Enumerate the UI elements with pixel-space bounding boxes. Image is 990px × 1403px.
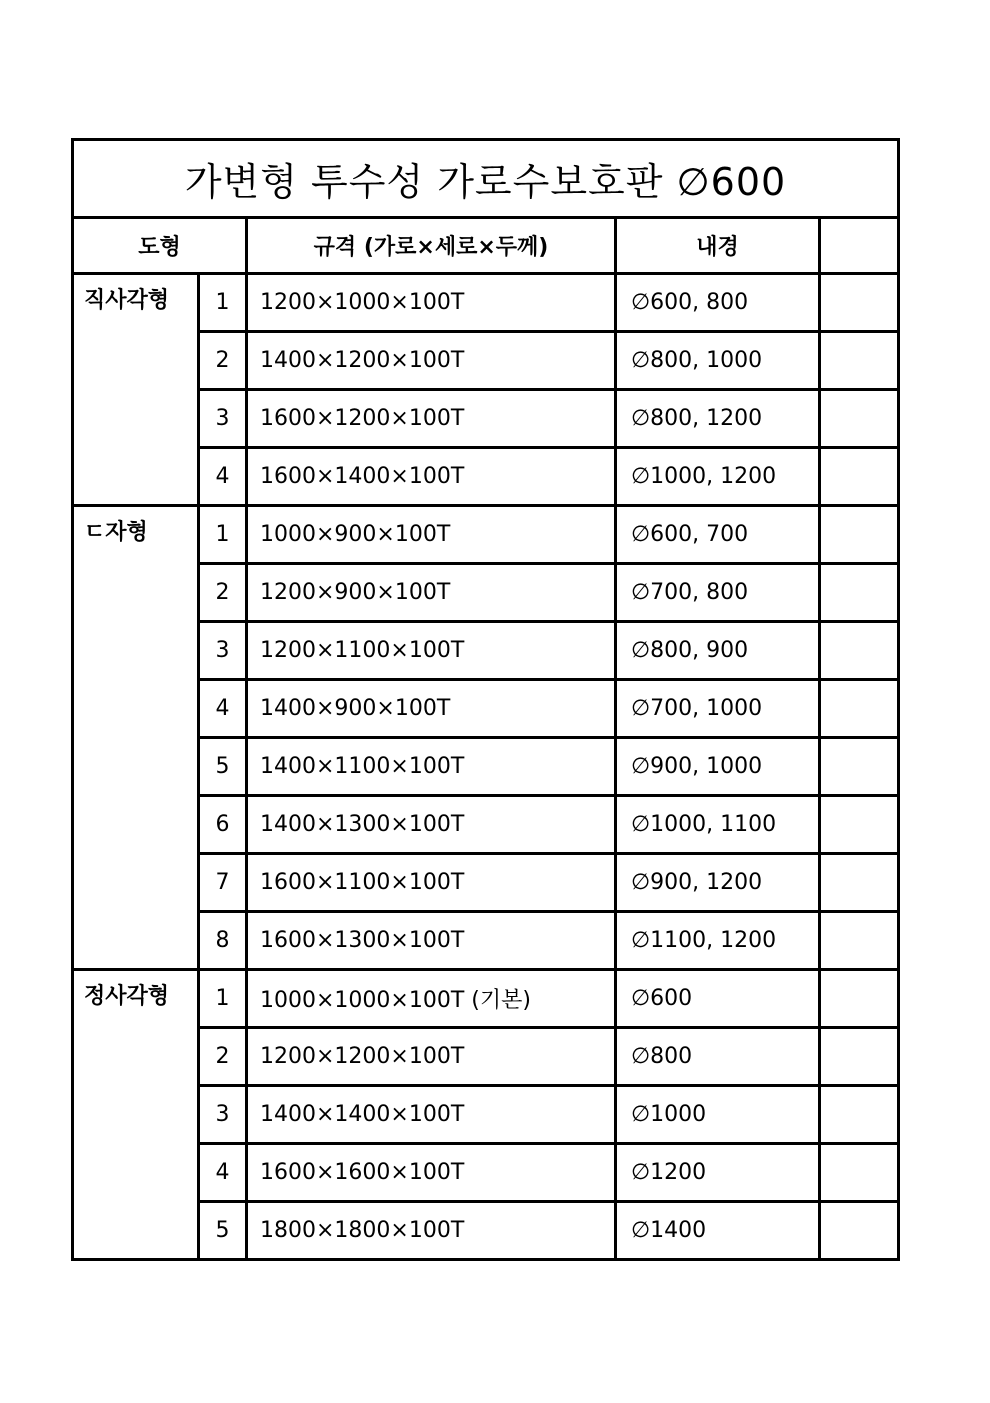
inner-diameter-value: ∅1400 [616,1202,820,1260]
extra-cell [820,1202,899,1260]
extra-cell [820,738,899,796]
row-number: 6 [199,796,247,854]
extra-cell [820,1028,899,1086]
spec-value: 1400×1100×100T [247,738,616,796]
extra-cell [820,1144,899,1202]
header-extra [820,218,899,274]
inner-diameter-value: ∅1000 [616,1086,820,1144]
table-title: 가변형 투수성 가로수보호판 ∅600 [73,140,899,218]
inner-diameter-value: ∅600, 700 [616,506,820,564]
row-number: 1 [199,506,247,564]
inner-diameter-value: ∅800, 1000 [616,332,820,390]
extra-cell [820,970,899,1028]
row-number: 4 [199,680,247,738]
extra-cell [820,796,899,854]
spec-value: 1200×1100×100T [247,622,616,680]
table-row [73,970,899,1028]
inner-diameter-value: ∅800 [616,1028,820,1086]
header-inner-diameter: 내경 [616,218,820,274]
spec-value: 1600×1400×100T [247,448,616,506]
extra-cell [820,274,899,332]
extra-cell [820,332,899,390]
row-number: 3 [199,622,247,680]
inner-diameter-value: ∅1100, 1200 [616,912,820,970]
inner-diameter-value: ∅600, 800 [616,274,820,332]
row-number: 2 [199,564,247,622]
row-number: 8 [199,912,247,970]
inner-diameter-value: ∅800, 1200 [616,390,820,448]
spec-value: 1200×900×100T [247,564,616,622]
spec-value: 1000×1000×100T (기본) [247,970,616,1028]
extra-cell [820,506,899,564]
spec-table [71,138,900,1261]
header-spec: 규격 (가로×세로×두께) [247,218,616,274]
row-number: 3 [199,390,247,448]
inner-diameter-value: ∅1200 [616,1144,820,1202]
extra-cell [820,448,899,506]
table-row [73,274,899,332]
inner-diameter-value: ∅1000, 1200 [616,448,820,506]
row-number: 7 [199,854,247,912]
spec-value: 1000×900×100T [247,506,616,564]
row-number: 4 [199,1144,247,1202]
inner-diameter-value: ∅800, 900 [616,622,820,680]
row-number: 2 [199,1028,247,1086]
spec-value: 1600×1300×100T [247,912,616,970]
spec-value: 1200×1000×100T [247,274,616,332]
extra-cell [820,680,899,738]
extra-cell [820,854,899,912]
inner-diameter-value: ∅700, 800 [616,564,820,622]
row-number: 4 [199,448,247,506]
inner-diameter-value: ∅1000, 1100 [616,796,820,854]
spec-value: 1400×1400×100T [247,1086,616,1144]
row-number: 1 [199,970,247,1028]
extra-cell [820,564,899,622]
spec-value: 1200×1200×100T [247,1028,616,1086]
spec-value: 1400×900×100T [247,680,616,738]
extra-cell [820,622,899,680]
spec-value: 1600×1100×100T [247,854,616,912]
spec-value: 1600×1600×100T [247,1144,616,1202]
inner-diameter-value: ∅600 [616,970,820,1028]
row-number: 5 [199,1202,247,1260]
header-shape: 도형 [73,218,247,274]
table-row [73,506,899,564]
extra-cell [820,390,899,448]
inner-diameter-value: ∅900, 1000 [616,738,820,796]
row-number: 2 [199,332,247,390]
row-number: 3 [199,1086,247,1144]
spec-value: 1800×1800×100T [247,1202,616,1260]
inner-diameter-value: ∅700, 1000 [616,680,820,738]
spec-value: 1400×1200×100T [247,332,616,390]
row-number: 1 [199,274,247,332]
inner-diameter-value: ∅900, 1200 [616,854,820,912]
shape-group-label: ㄷ자형 [73,506,199,970]
shape-group-label: 직사각형 [73,274,199,506]
spec-value: 1600×1200×100T [247,390,616,448]
shape-group-label: 정사각형 [73,970,199,1260]
extra-cell [820,912,899,970]
extra-cell [820,1086,899,1144]
spec-value: 1400×1300×100T [247,796,616,854]
row-number: 5 [199,738,247,796]
